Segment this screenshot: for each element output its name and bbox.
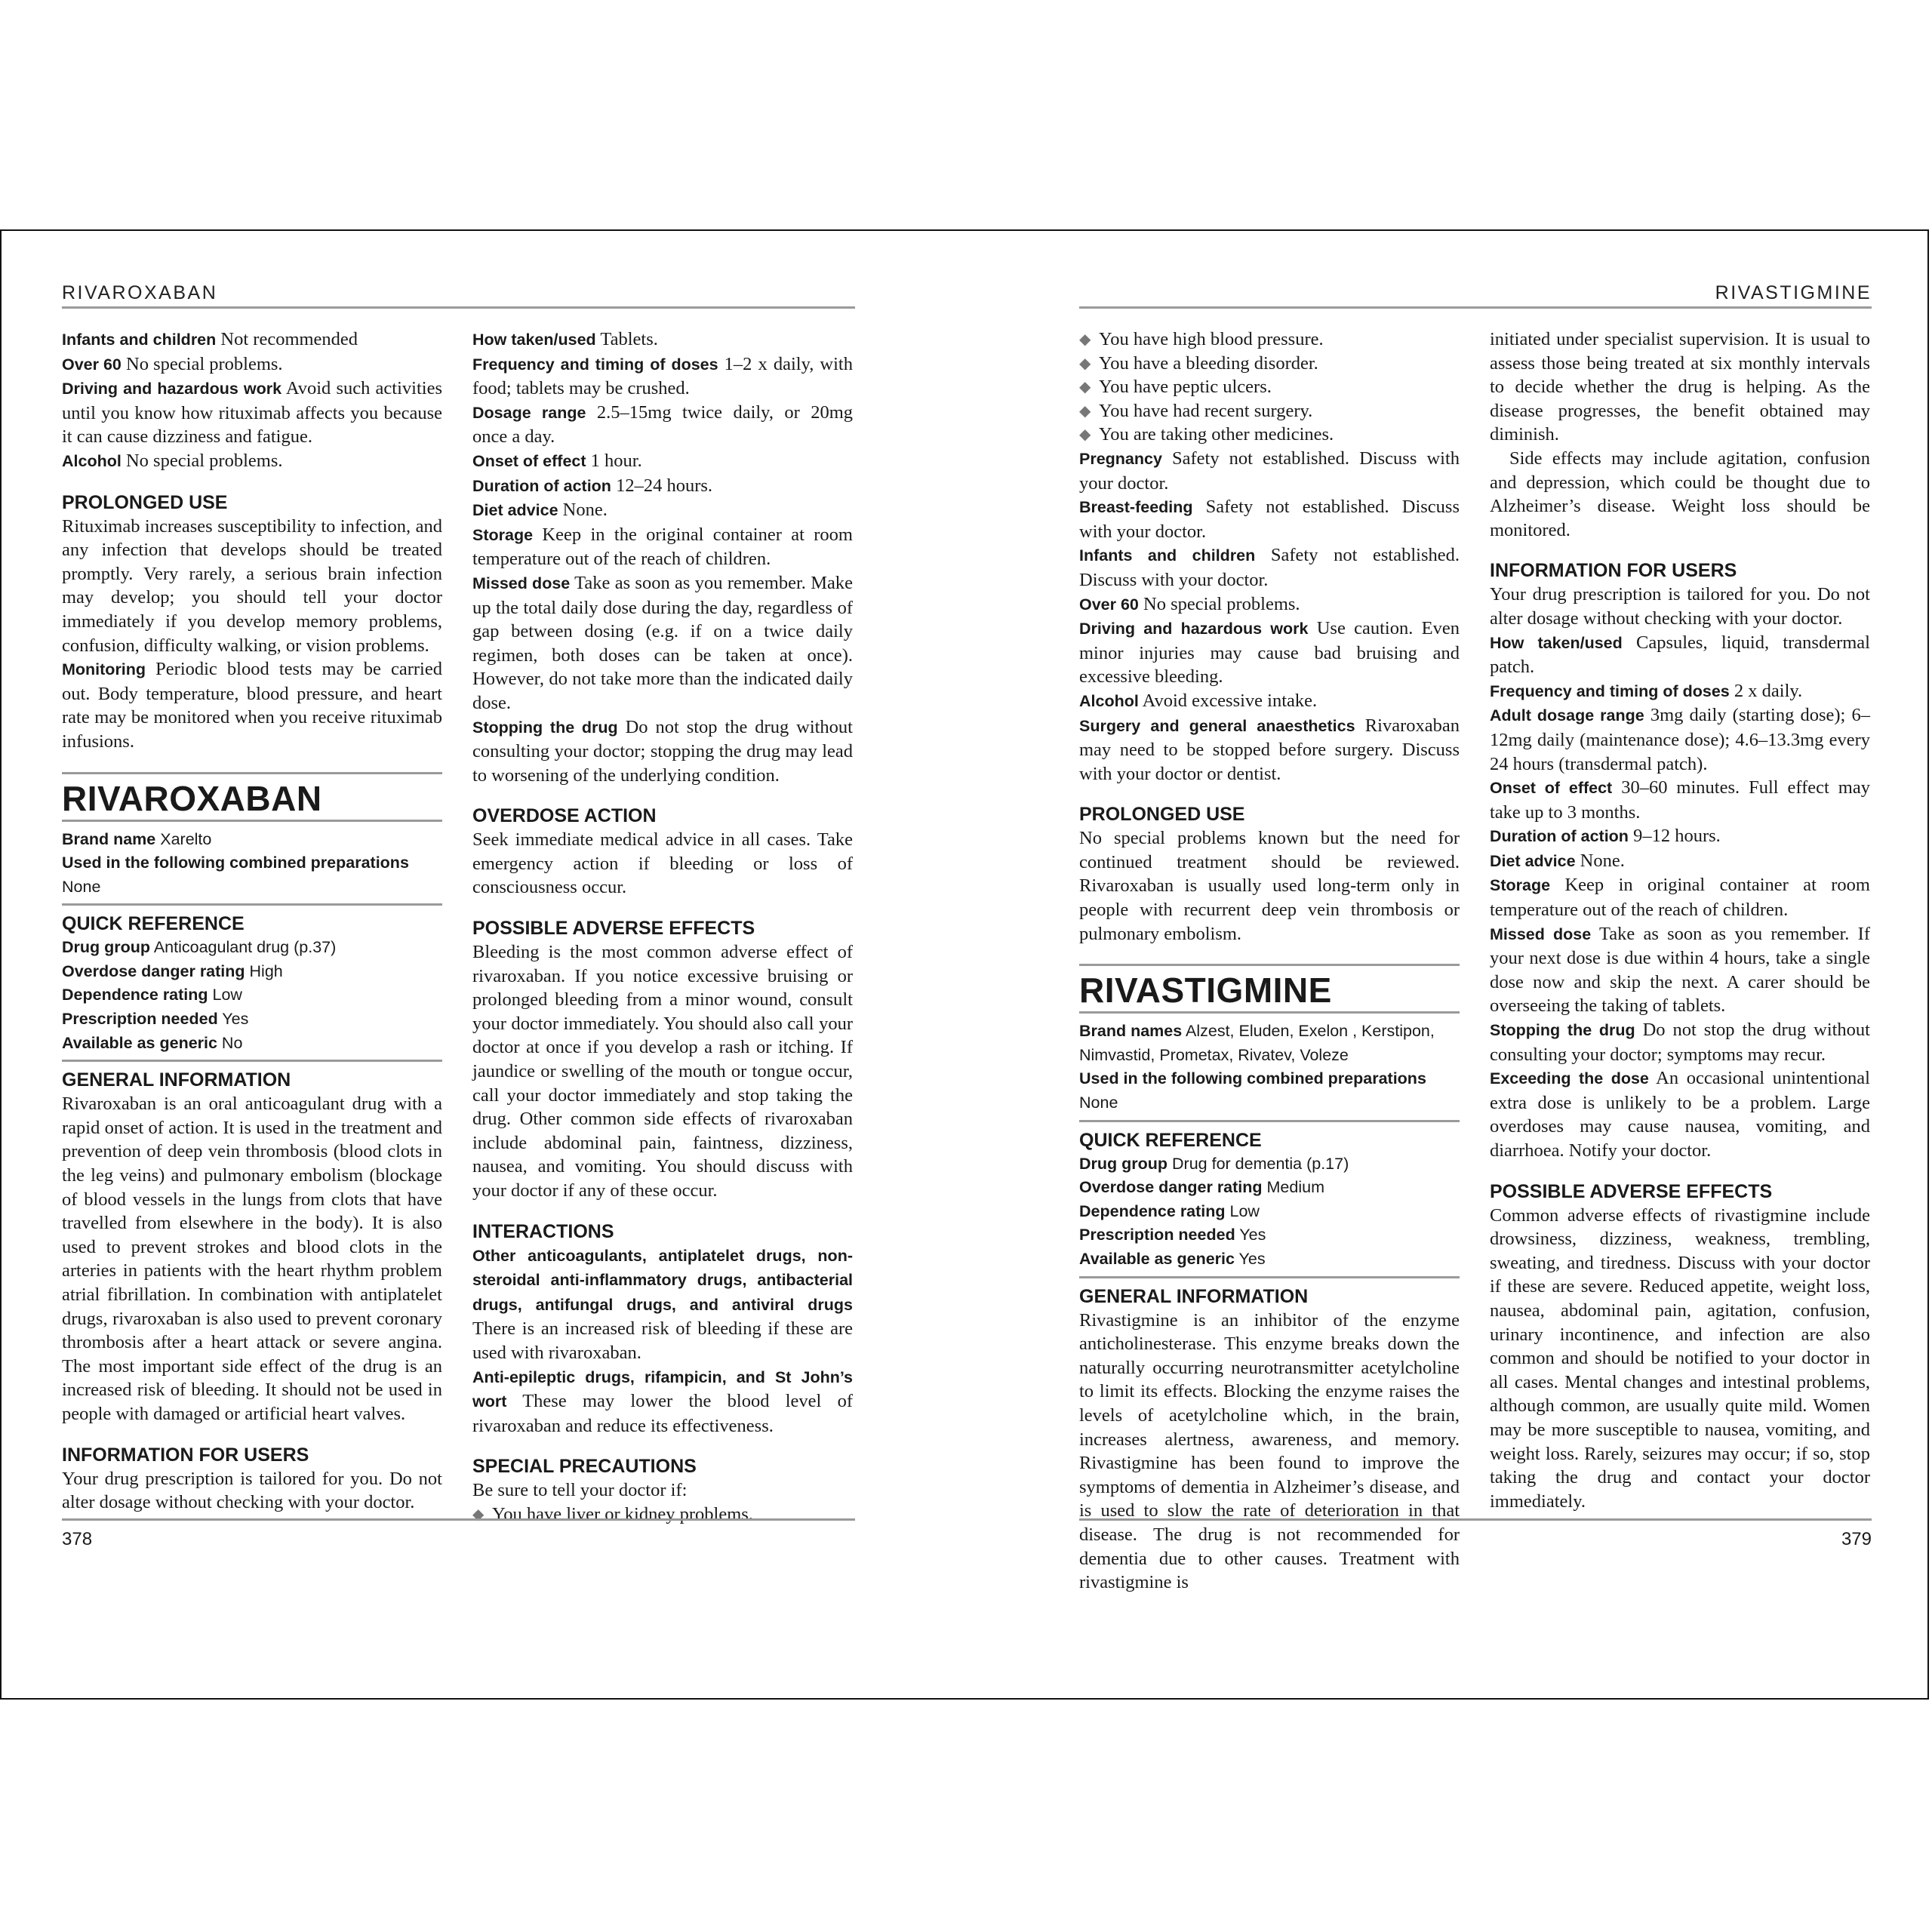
qr-row xyxy=(1079,1176,1460,1200)
entry-missed-dose xyxy=(1490,922,1870,1018)
label: Overdose danger rating xyxy=(1079,1178,1263,1197)
bullet-text: You are taking other medicines. xyxy=(1099,424,1334,445)
entry-diet xyxy=(1490,849,1870,874)
text: Not recommended xyxy=(216,329,358,349)
label: Exceeding the dose xyxy=(1490,1069,1649,1088)
brand-name-row xyxy=(62,828,442,852)
label: Infants and children xyxy=(62,331,217,349)
combined-preparations-row xyxy=(62,851,442,899)
text: None. xyxy=(558,500,608,521)
entry-surgery xyxy=(1079,714,1460,786)
entry-dosage-range xyxy=(472,401,853,449)
bullet-text: You have high blood pressure. xyxy=(1099,329,1324,349)
general-information-text: Rivastigmine is an inhibitor of the enzyme anticholinesterase. This enzyme breaks down the naturally occurring neurotransmitter acetylcholine to limit its effects. Blocking the enzyme raises the levels of acetylcholine which, in the brain, increases alertness, awareness, and memory. Rivastigmine has been found to improve the symptoms of dementia in Alzheimer’s disease, and is used to slow the rate of deterioration in that disease. The drug is not recommended for dementia due to other causes. Treatment with rivastigmine is xyxy=(1079,1309,1460,1593)
value: Xarelto xyxy=(155,829,212,848)
label: Missed dose xyxy=(472,574,571,592)
page-number-left: 378 xyxy=(62,1529,93,1549)
section-heading-special-precautions: SPECIAL PRECAUTIONS xyxy=(472,1456,697,1478)
entry-pregnancy xyxy=(1079,447,1460,495)
value: Anticoagulant drug (p.37) xyxy=(150,938,337,957)
label: Available as generic xyxy=(1079,1250,1235,1268)
text: Do not stop the drug without consulting your doctor; stopping the drug may lead to worsening of the underlying condition. xyxy=(472,716,853,786)
text: 1 hour. xyxy=(586,450,642,471)
text: Rivaroxaban may need to be stopped before surgery. Discuss with your doctor or dentist. xyxy=(1079,715,1460,784)
qr-row xyxy=(1079,1200,1460,1224)
qr-row xyxy=(62,1032,442,1056)
entry-exceeding-dose xyxy=(1490,1066,1870,1162)
value: None xyxy=(1079,1094,1118,1112)
section-heading-general-information: GENERAL INFORMATION xyxy=(1079,1285,1309,1307)
text: Safety not established. Discuss with your doctor. xyxy=(1079,545,1460,590)
diamond-bullet-icon: ◆ xyxy=(1079,353,1091,372)
right-column-b xyxy=(1490,328,1870,1513)
label: Surgery and general anaesthetics xyxy=(1079,716,1355,735)
text: Use caution. Even minor injuries may cause bad bruising and excessive bleeding. xyxy=(1079,618,1460,688)
text: Safety not established. Discuss with your doctor. xyxy=(1079,497,1460,542)
section-heading-overdose-action: OVERDOSE ACTION xyxy=(472,805,657,827)
drug-title-rivaroxaban: RIVAROXABAN xyxy=(62,772,442,822)
label: Driving and hazardous work xyxy=(62,380,282,398)
prolonged-use-text: No special problems known but the need for continued treatment should be reviewed. Rivaroxaban is usually used long-term only in people with recurrent deep vein thrombosis or pulmonary embolism. xyxy=(1079,828,1460,944)
label: Infants and children xyxy=(1079,546,1256,565)
information-for-users-text: Your drug prescription is tailored for you. Do not alter dosage without checking with your doctor. xyxy=(62,1468,442,1513)
label: Used in the following combined preparations xyxy=(62,854,409,872)
diamond-bullet-icon: ◆ xyxy=(1079,377,1091,396)
label: Frequency and timing of doses xyxy=(472,355,718,374)
label: How taken/used xyxy=(472,331,596,349)
label: Other anticoagulants, antiplatelet drugs, non-steroidal anti-inflammatory drugs, antibacterial drugs, antifungal drugs, and antiviral drugs xyxy=(472,1246,853,1314)
label: Brand name xyxy=(62,829,156,848)
running-head-left: RIVAROXABAN xyxy=(62,282,218,303)
right-page xyxy=(966,231,1930,1698)
entry-how-taken xyxy=(472,328,853,352)
adverse-effects-text: Bleeding is the most common adverse effect of rivaroxaban. If you notice excessive bruising or prolonged bleeding from a minor wound, consult your doctor immediately. You should also call your doctor at once if you develop a rash or itching. If jaundice or swelling of the mouth or tongue occur, call your doctor immediately and stop taking the drug. Other common side effects of rivaroxaban include abdominal pain, faintness, dizziness, nausea, and vomiting. You should discuss with your doctor if any of these occur. xyxy=(472,942,853,1201)
label: Frequency and timing of doses xyxy=(1490,681,1730,700)
section-heading-prolonged-use: PROLONGED USE xyxy=(62,491,228,513)
entry-over-60 xyxy=(1079,592,1460,617)
value: Low xyxy=(1225,1201,1260,1220)
label: Storage xyxy=(1490,876,1551,895)
text: Do not stop the drug without consulting your doctor; symptoms may recur. xyxy=(1490,1020,1870,1065)
entry-onset xyxy=(472,449,853,474)
label: Brand names xyxy=(1079,1022,1183,1041)
entry-storage xyxy=(1490,873,1870,921)
label: Alcohol xyxy=(62,451,122,470)
entry-onset xyxy=(1490,776,1870,824)
entry-frequency xyxy=(472,352,853,401)
text: Take as soon as you remember. If your next dose is due within 4 hours, take a single dose now and skip the next. A carer should be overseeing the taking of tablets. xyxy=(1490,923,1870,1017)
value: Low xyxy=(208,986,242,1004)
label: Drug group xyxy=(1079,1154,1168,1173)
precaution-bullet xyxy=(1079,352,1460,376)
drug-title-rivastigmine: RIVASTIGMINE xyxy=(1079,964,1460,1014)
overdose-action-text: Seek immediate medical advice in all cases. Take emergency action if bleeding or loss of consciousness occur. xyxy=(472,829,853,898)
label: Driving and hazardous work xyxy=(1079,620,1309,638)
entry-alcohol xyxy=(1079,689,1460,714)
section-heading-adverse-effects: POSSIBLE ADVERSE EFFECTS xyxy=(472,918,755,940)
diamond-bullet-icon: ◆ xyxy=(472,1504,485,1523)
text: 2.5–15mg twice daily, or 20mg once a day. xyxy=(472,401,854,448)
label: Dosage range xyxy=(472,403,586,422)
text: Take as soon as you remember. Make up the total daily dose during the day, regardless of gap between dosing (e.g. if on a twice daily regimen, both doses can be taken at once). However, do not take more than the indicated daily dose. xyxy=(472,572,854,713)
information-for-users-text: Your drug prescription is tailored for you. Do not alter dosage without checking with your doctor. xyxy=(1490,584,1870,629)
text: Keep in the original container at room temperature out of the reach of children. xyxy=(472,524,853,570)
text: Keep in original container at room temperature out of the reach of children. xyxy=(1490,875,1870,921)
entry-missed-dose xyxy=(472,571,853,715)
entry-frequency xyxy=(1490,679,1870,704)
label: Onset of effect xyxy=(1490,779,1613,798)
combined-preparations-row xyxy=(1079,1067,1460,1115)
label: Anti-epileptic drugs, rifampicin, and St John’s wort xyxy=(472,1367,853,1411)
qr-row xyxy=(62,936,442,960)
diamond-bullet-icon: ◆ xyxy=(1079,425,1091,444)
text: 1–2 x daily, with food; tablets may be crushed. xyxy=(472,353,853,399)
entry-storage xyxy=(472,523,853,571)
entry-over-60 xyxy=(62,352,442,377)
label: Duration of action xyxy=(472,476,611,495)
text: 30–60 minutes. Full effect may take up to 3 months. xyxy=(1490,777,1870,823)
entry-adult-dosage xyxy=(1490,703,1870,776)
text: 3mg daily (starting dose); 6–12mg daily (maintenance dose); 4.6–13.3mg every 24 hours (transdermal patch). xyxy=(1490,705,1870,774)
label: Prescription needed xyxy=(62,1010,218,1029)
label: Pregnancy xyxy=(1079,449,1162,468)
text: These may lower the blood level of rivaroxaban and reduce its effectiveness. xyxy=(472,1391,853,1436)
label: Over 60 xyxy=(62,355,122,374)
label: Stopping the drug xyxy=(472,718,618,737)
label: Dependence rating xyxy=(62,986,208,1004)
brand-block xyxy=(1079,1020,1460,1121)
entry-alcohol xyxy=(62,449,442,474)
text: 9–12 hours. xyxy=(1628,826,1721,847)
entry-infants xyxy=(62,328,442,352)
text: There is an increased risk of bleeding if these are used with rivaroxaban. xyxy=(472,1318,853,1363)
value: Yes xyxy=(217,1010,249,1029)
bullet-text: You have a bleeding disorder. xyxy=(1099,352,1318,374)
label: Alcohol xyxy=(1079,691,1139,710)
diamond-bullet-icon: ◆ xyxy=(1079,330,1091,348)
label: Prescription needed xyxy=(1079,1226,1235,1244)
label: Available as generic xyxy=(62,1033,217,1052)
label: Monitoring xyxy=(62,660,146,679)
entry-monitoring xyxy=(62,657,442,753)
diamond-bullet-icon: ◆ xyxy=(1079,401,1091,420)
text: No special problems. xyxy=(121,353,283,374)
prolonged-use-text: Rituximab increases susceptibility to infection, and any infection that develops should be treated promptly. Very rarely, a serious brain infection may develop; you should tell your doctor immediately if you develop memory problems, confusion, difficulty walking, or vision problems. xyxy=(62,515,442,656)
label: Breast-feeding xyxy=(1079,498,1193,517)
qr-row xyxy=(62,1008,442,1032)
bullet-text: You have had recent surgery. xyxy=(1099,400,1313,421)
label: Onset of effect xyxy=(472,451,586,470)
special-precautions-intro: Be sure to tell your doctor if: xyxy=(472,1480,688,1501)
value: Yes xyxy=(1234,1250,1266,1268)
label: Diet advice xyxy=(1490,851,1576,870)
footer-rule-left xyxy=(62,1518,855,1521)
header-rule-left xyxy=(62,306,855,309)
interaction-entry xyxy=(472,1365,853,1438)
label: Duration of action xyxy=(1490,827,1629,846)
text: Capsules, liquid, transdermal patch. xyxy=(1490,632,1870,678)
section-heading-general-information: GENERAL INFORMATION xyxy=(62,1069,291,1091)
left-column-b xyxy=(472,328,853,1527)
footer-rule-right xyxy=(1079,1518,1872,1521)
bullet-text: You have liver or kidney problems. xyxy=(492,1503,753,1524)
bullet-text: You have peptic ulcers. xyxy=(1099,377,1272,398)
label: Storage xyxy=(472,525,534,544)
label: Diet advice xyxy=(472,501,558,520)
side-effects-note: Side effects may include agitation, confusion and depression, which could be thought due to Alzheimer’s disease. Weight loss should be monitored. xyxy=(1490,448,1870,540)
section-heading-information-for-users: INFORMATION FOR USERS xyxy=(1490,560,1737,582)
text: Periodic blood tests may be carried out. Body temperature, blood pressure, and heart rate may be monitored when you receive rituximab infusions. xyxy=(62,659,442,752)
interaction-entry xyxy=(472,1244,853,1365)
qr-row xyxy=(1079,1247,1460,1272)
label: Overdose danger rating xyxy=(62,961,245,980)
section-heading-quick-reference: QUICK REFERENCE xyxy=(1079,1129,1262,1151)
precaution-bullet xyxy=(1079,375,1460,399)
label: Missed dose xyxy=(1490,924,1592,943)
header-rule-right xyxy=(1079,306,1872,309)
section-heading-prolonged-use: PROLONGED USE xyxy=(1079,804,1245,826)
precaution-bullet xyxy=(1079,399,1460,423)
value: High xyxy=(245,961,283,980)
running-head-right: RIVASTIGMINE xyxy=(1715,282,1872,303)
qr-row xyxy=(62,983,442,1008)
label: Adult dosage range xyxy=(1490,706,1644,725)
brand-block xyxy=(62,828,442,906)
label: Stopping the drug xyxy=(1490,1021,1635,1040)
adverse-effects-text: Common adverse effects of rivastigmine include drowsiness, dizziness, weakness, trembling, sweating, and tiredness. Discuss with your doctor if these are severe. Reduced appetite, weight loss, nausea, abdominal pain, agitation, confusion, urinary incontinence, and infection are also common and should be notified to your doctor in all cases. Mental changes and intestinal problems, although common, are usually quite mild. Women may be more susceptible to nausea, vomiting, and weight loss. Rarely, seizures may occur; if so, stop taking the drug and contact your doctor immediately. xyxy=(1490,1204,1870,1512)
entry-driving xyxy=(1079,617,1460,689)
text: Tablets. xyxy=(595,329,658,349)
label: How taken/used xyxy=(1490,633,1623,652)
quick-reference-list xyxy=(1079,1152,1460,1278)
entry-infants xyxy=(1079,543,1460,592)
book-spread xyxy=(0,229,1929,1700)
entry-driving xyxy=(62,377,442,449)
value: Drug for dementia (p.17) xyxy=(1168,1154,1349,1173)
qr-row xyxy=(1079,1223,1460,1247)
text: 2 x daily. xyxy=(1729,680,1803,701)
text: No special problems. xyxy=(1138,593,1300,614)
entry-breast-feeding xyxy=(1079,495,1460,543)
section-heading-quick-reference: QUICK REFERENCE xyxy=(62,913,245,935)
general-information-text: Rivaroxaban is an oral anticoagulant drug with a rapid onset of action. It is used in the treatment and prevention of deep vein thrombosis (blood clots in the leg veins) and pulmonary embolism (blockage of blood vessels in the lungs from clots that have travelled from elsewhere in the body). It is also used to prevent strokes and blood clots in the arteries in patients with the heart rhythm problem atrial fibrillation. In combination with antiplatelet drugs, rivaroxaban is also used to prevent coronary thrombosis after a heart attack or severe angina. The most important side effect of the drug is an increased risk of bleeding. It should not be used in people with damaged or artificial heart valves. xyxy=(62,1094,442,1424)
page-number-right: 379 xyxy=(1841,1529,1872,1549)
entry-duration xyxy=(1490,824,1870,849)
text: Avoid such activities until you know how rituximab affects you because it can cause dizziness and fatigue. xyxy=(62,378,442,448)
text: None. xyxy=(1575,850,1625,871)
precaution-bullet xyxy=(472,1503,853,1527)
value: None xyxy=(62,877,101,896)
text: An occasional unintentional extra dose is unlikely to be a problem. Large overdoses may cause nausea, vomiting, and diarrhoea. Notify your doctor. xyxy=(1490,1068,1870,1161)
entry-duration xyxy=(472,474,853,499)
entry-stopping xyxy=(1490,1018,1870,1066)
label: Over 60 xyxy=(1079,595,1139,614)
precaution-bullet xyxy=(1079,423,1460,447)
entry-how-taken xyxy=(1490,631,1870,679)
text: Avoid excessive intake. xyxy=(1138,690,1318,711)
entry-diet xyxy=(472,498,853,523)
qr-row xyxy=(1079,1152,1460,1177)
text: No special problems. xyxy=(121,450,283,471)
label: Used in the following combined preparations xyxy=(1079,1069,1426,1088)
text: Safety not established. Discuss with your doctor. xyxy=(1079,448,1460,494)
value: No xyxy=(217,1033,243,1052)
precaution-bullet xyxy=(1079,328,1460,352)
label: Drug group xyxy=(62,938,151,957)
quick-reference-list xyxy=(62,936,442,1062)
qr-row xyxy=(62,960,442,984)
left-column-a xyxy=(62,328,442,1515)
text: 12–24 hours. xyxy=(611,475,713,496)
label: Dependence rating xyxy=(1079,1201,1226,1220)
entry-stopping xyxy=(472,715,853,788)
value: Medium xyxy=(1262,1178,1324,1197)
left-page xyxy=(2,231,966,1698)
section-heading-information-for-users: INFORMATION FOR USERS xyxy=(62,1444,309,1466)
general-information-continued: initiated under specialist supervision. It is usual to assess those being treated at six monthly intervals to decide whether the drug is helping. As the disease progresses, the benefit obtained may diminish. xyxy=(1490,329,1870,445)
value: Yes xyxy=(1235,1226,1266,1244)
brand-names-row xyxy=(1079,1020,1460,1067)
value: Alzest, Eluden, Exelon , Kerstipon, Nimvastid, Prometax, Rivatev, Voleze xyxy=(1079,1022,1435,1064)
section-heading-adverse-effects: POSSIBLE ADVERSE EFFECTS xyxy=(1490,1180,1773,1202)
right-column-a xyxy=(1079,328,1460,1595)
section-heading-interactions: INTERACTIONS xyxy=(472,1220,614,1242)
